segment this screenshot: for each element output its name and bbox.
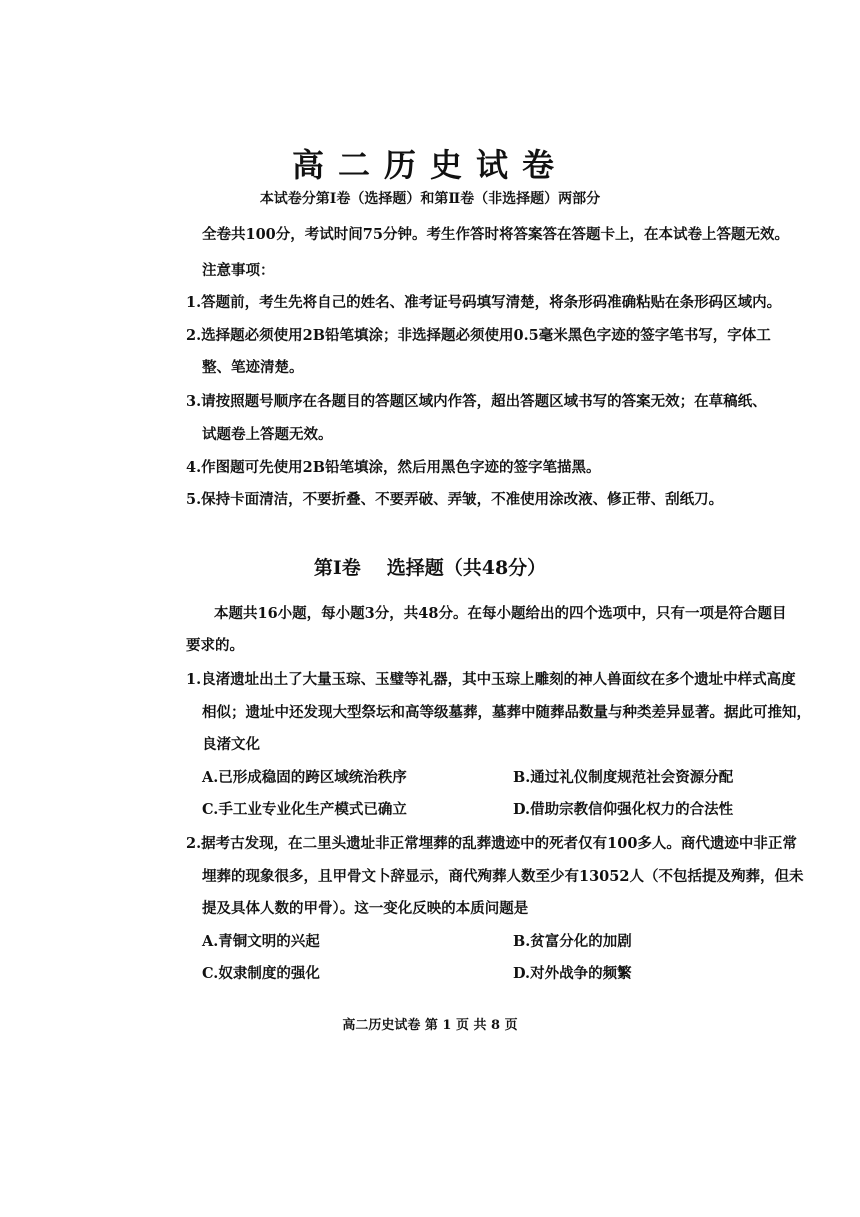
notice-item-1: 1.答题前，考生先将自己的姓名、准考证号码填写清楚，将条形码准确粘贴在条形码区域内。 [186, 294, 782, 311]
question-2-option-b: B.贫富分化的加剧 [513, 933, 632, 950]
question-2-option-c: C.奴隶制度的强化 [202, 965, 320, 982]
section-heading [0, 553, 860, 580]
page-footer: 高二历史试卷 第 1 页 共 8 页 [342, 1018, 518, 1033]
question-1-option-a: A.已形成稳固的跨区域统治秩序 [202, 769, 407, 786]
question-2-stem-line-3: 提及具体人数的甲骨）。这一变化反映的本质问题是 [202, 900, 529, 917]
notice-item-3: 3.请按照题号顺序在各题目的答题区域内作答，超出答题区域书写的答案无效；在草稿纸、 [186, 393, 767, 410]
question-1-stem-line-2: 相似；遗址中还发现大型祭坛和高等级墓葬，墓葬中随葬品数量与种类差异显著。据此可推知， [202, 704, 811, 721]
notice-heading: 注意事项： [202, 262, 275, 279]
page-title: 高二历史试卷 [291, 146, 568, 184]
section-instruction: 本题共16小题，每小题3分，共48分。在每小题给出的四个选项中，只有一项是符合题目 [214, 605, 787, 622]
question-1-stem-line-1: 1.良渚遗址出土了大量玉琮、玉璧等礼器，其中玉琮上雕刻的神人兽面纹在多个遗址中样式高度 [186, 671, 796, 688]
question-1-option-c: C.手工业专业化生产模式已确立 [202, 801, 407, 818]
question-1-option-d: D.借助宗教信仰强化权力的合法性 [513, 801, 734, 818]
question-1-option-b: B.通过礼仪制度规范社会资源分配 [513, 769, 734, 786]
notice-item-2-cont: 整、笔迹清楚。 [202, 359, 304, 376]
section-part: 第Ⅰ卷 [313, 557, 361, 579]
question-2-option-a: A.青铜文明的兴起 [202, 933, 320, 950]
notice-item-2: 2.选择题必须使用2B铅笔填涂；非选择题必须使用0.5毫米黑色字迹的签字笔书写，字体工 [186, 327, 771, 344]
section-instruction-cont: 要求的。 [186, 637, 244, 654]
question-2-option-d: D.对外战争的频繁 [513, 965, 632, 982]
question-2-stem-line-2: 埋葬的现象很多，且甲骨文卜辞显示，商代殉葬人数至少有13052人（不包括提及殉葬，但未 [202, 868, 804, 885]
notice-item-5: 5.保持卡面清洁，不要折叠、不要弄破、弄皱，不准使用涂改液、修正带、刮纸刀。 [186, 491, 724, 508]
section-name: 选择题（共48分） [386, 557, 547, 579]
page-subtitle: 本试卷分第Ⅰ卷（选择题）和第Ⅱ卷（非选择题）两部分 [259, 191, 601, 207]
notice-item-3-cont: 试题卷上答题无效。 [202, 426, 333, 443]
notice-item-4: 4.作图题可先使用2B铅笔填涂，然后用黑色字迹的签字笔描黑。 [186, 459, 601, 476]
question-1-stem-line-3: 良渚文化 [202, 736, 260, 753]
exam-summary: 全卷共100分，考试时间75分钟。考生作答时将答案答在答题卡上，在本试卷上答题无效。 [202, 226, 789, 243]
question-2-stem-line-1: 2.据考古发现，在二里头遗址非正常埋葬的乱葬遗迹中的死者仅有100多人。商代遗迹中非正常 [186, 835, 797, 852]
